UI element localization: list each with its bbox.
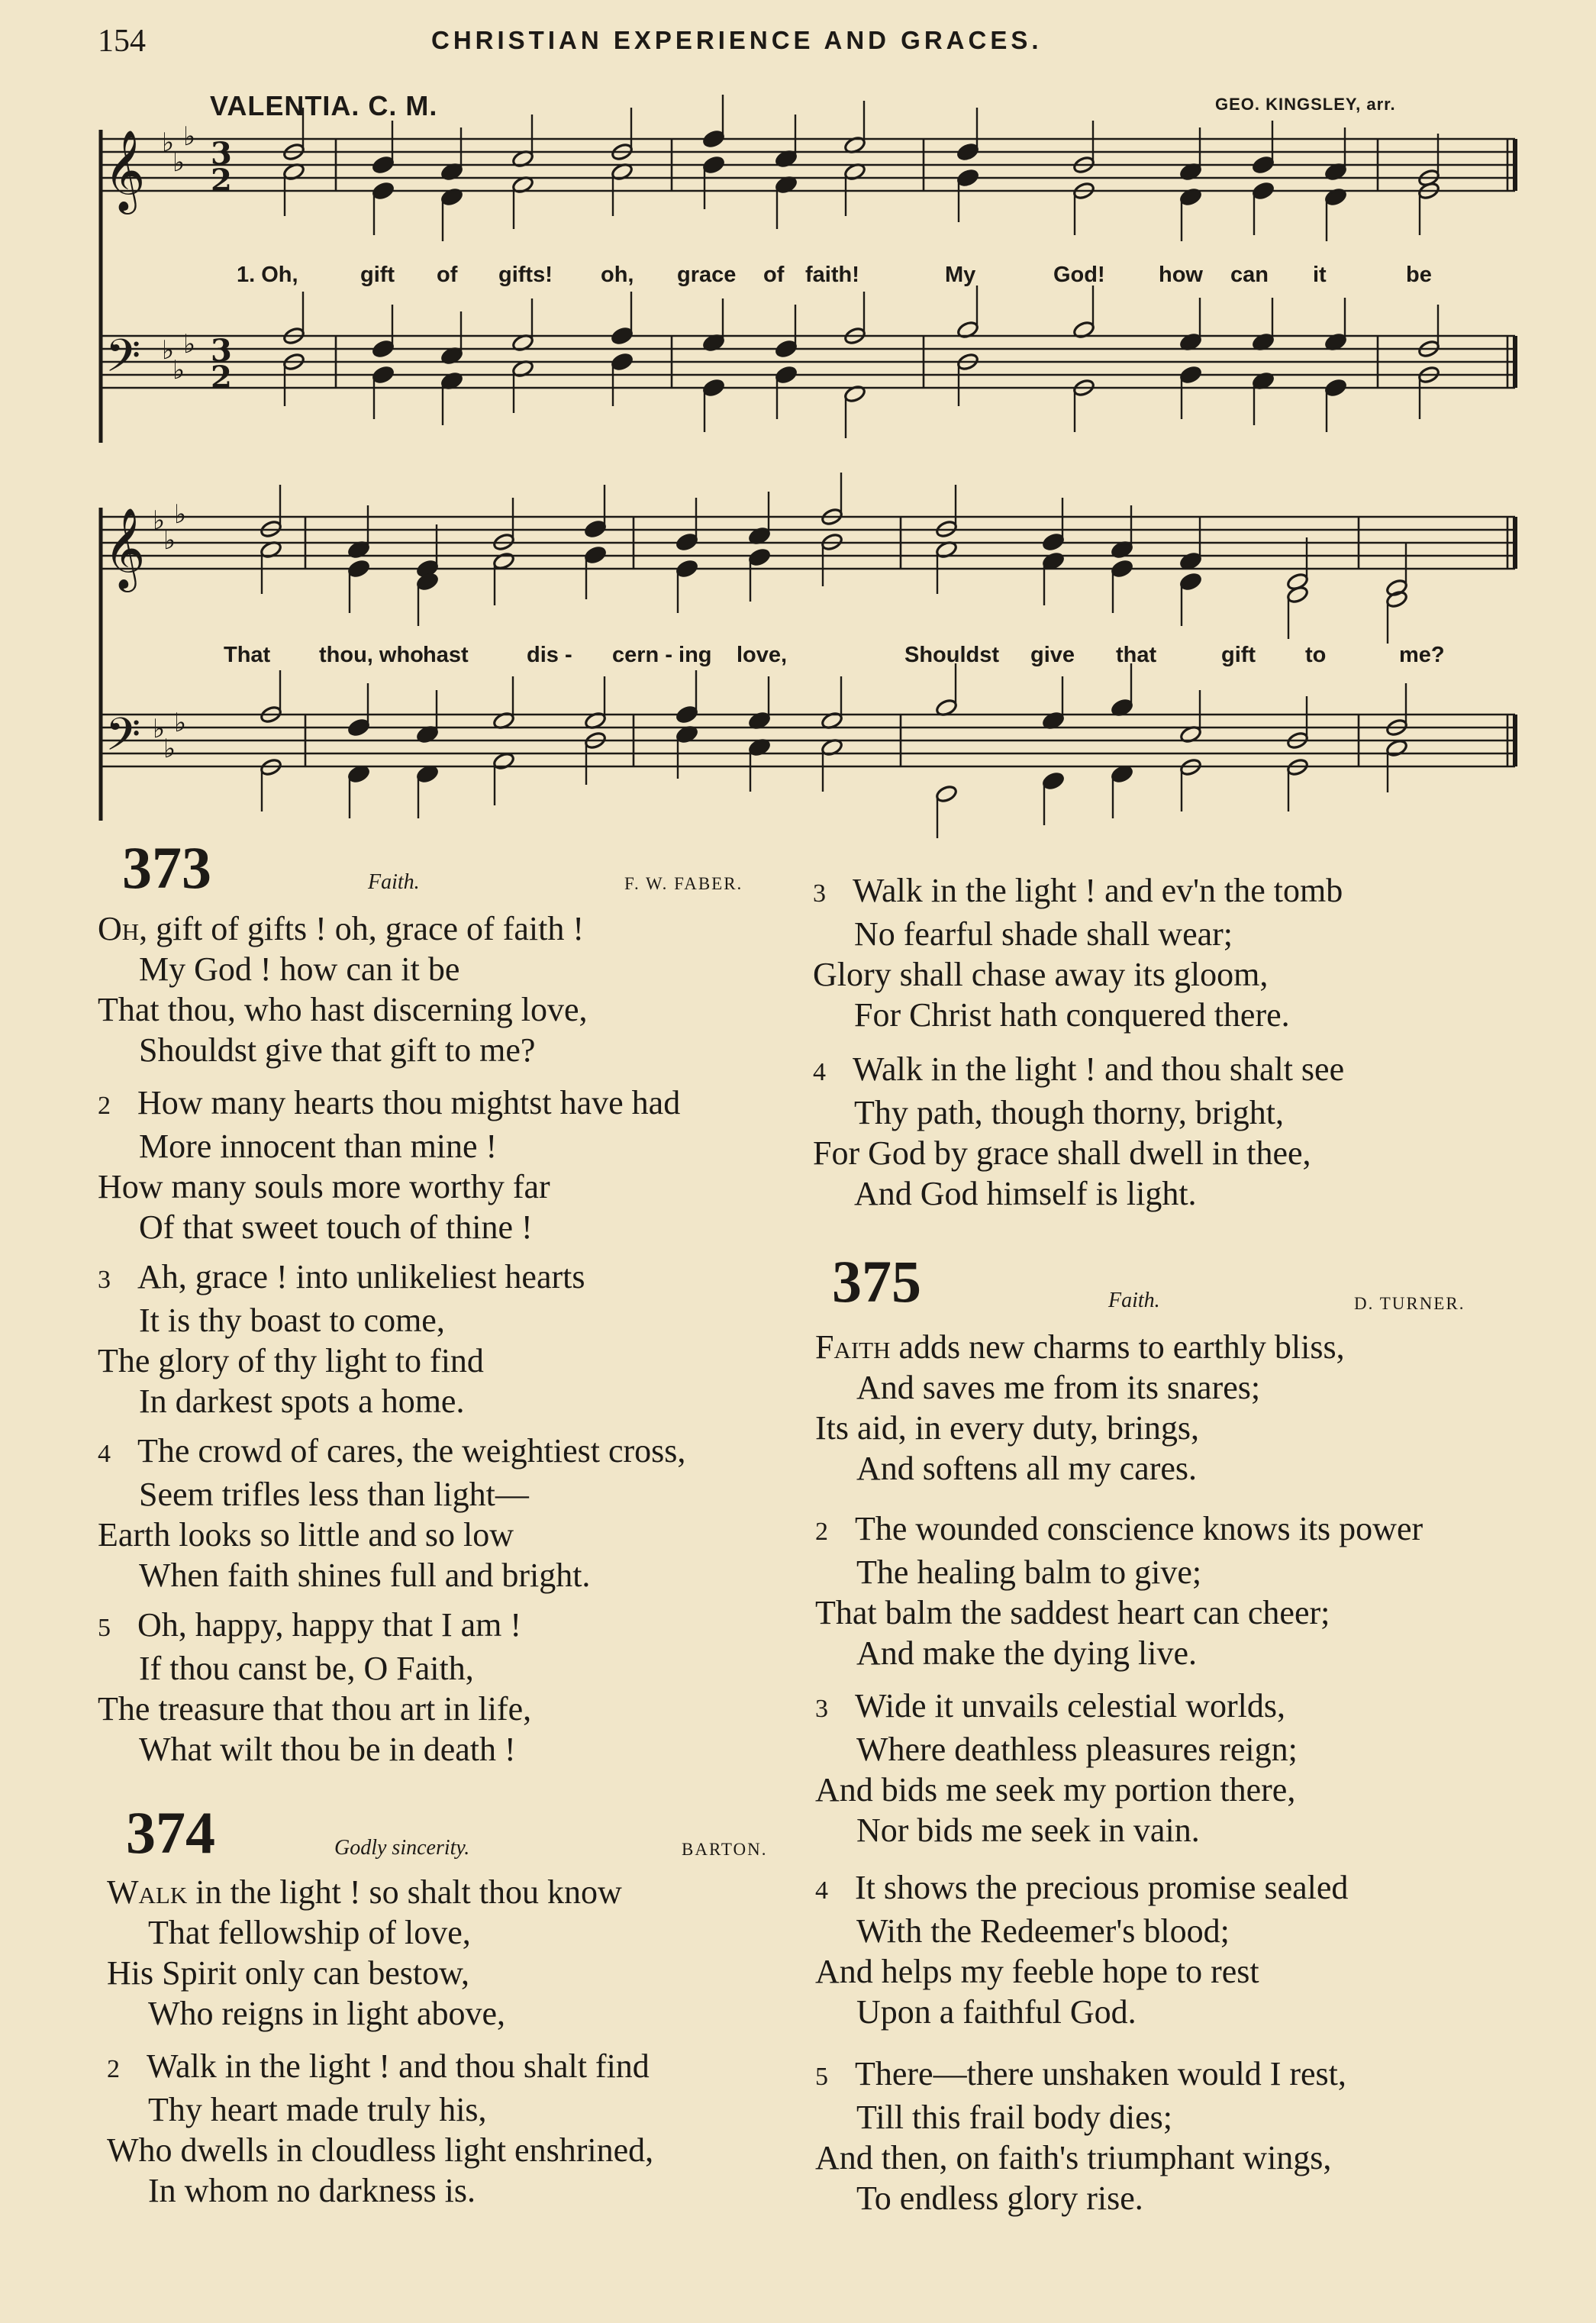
note-head — [748, 547, 771, 566]
hymn-375-stanza-3 — [815, 1686, 1298, 1850]
hymn-374-stanza-4 — [813, 1049, 1344, 1214]
note-head — [347, 559, 370, 578]
hymn-373-title: Faith. — [368, 870, 420, 894]
hymn-374-author: BARTON. — [682, 1840, 768, 1859]
bass-clef: 𝄢 — [105, 708, 141, 772]
line: If thou canst be, O Faith, — [139, 1650, 474, 1687]
note-head — [702, 378, 725, 397]
hymn-374-title: Godly sincerity. — [334, 1836, 470, 1860]
hymn-373-stanza-1 — [98, 908, 588, 1070]
line: To endless glory rise. — [856, 2179, 1143, 2217]
line: That balm the saddest heart can cheer; — [815, 1594, 1330, 1631]
hymn-375-stanza-5 — [815, 2054, 1346, 2218]
line: In darkest spots a home. — [139, 1383, 465, 1420]
lyric-syllable: cern - ing — [612, 643, 712, 667]
line: Till this frail body dies; — [856, 2099, 1172, 2136]
flat-icon: ♭ — [163, 734, 176, 764]
time-signature: 2 — [211, 360, 232, 395]
line: Glory shall chase away its gloom, — [813, 956, 1269, 993]
verse-number: 3 — [98, 1266, 111, 1294]
line: How many hearts thou mightst have had — [137, 1084, 681, 1121]
line: Walk in the light ! and thou shalt find — [147, 2047, 650, 2085]
hymn-373-stanza-4 — [98, 1431, 685, 1595]
line: Of that sweet touch of thine ! — [139, 1208, 533, 1246]
line: His Spirit only can bestow, — [107, 1954, 469, 1992]
hymn-375-title: Faith. — [1108, 1289, 1160, 1312]
lyric-syllable: My — [945, 263, 976, 287]
hymn-373-author: F. W. FABER. — [624, 874, 743, 893]
line: The crowd of cares, the weightiest cross, — [137, 1432, 686, 1470]
flat-icon: ♭ — [153, 714, 166, 744]
line: Who dwells in cloudless light enshrined, — [107, 2131, 654, 2169]
line: The treasure that thou art in life, — [98, 1690, 532, 1728]
flat-icon: ♭ — [162, 335, 175, 366]
lyric-syllable: grace — [677, 263, 737, 287]
flat-icon: ♭ — [183, 121, 196, 152]
line: Shouldst give that gift to me? — [139, 1031, 536, 1069]
line: For Christ hath conquered there. — [854, 996, 1290, 1034]
note-head — [1252, 181, 1275, 200]
line: In whom no darkness is. — [148, 2172, 476, 2209]
note-head — [775, 365, 798, 384]
line: That thou, who hast discerning love, — [98, 991, 588, 1028]
note-head — [702, 155, 725, 174]
note-head — [675, 532, 698, 551]
line: And helps my feeble hope to rest — [815, 1953, 1259, 1990]
treble-clef: 𝄞 — [104, 129, 146, 211]
hymn-374-stanza-2 — [107, 2046, 653, 2211]
note-head — [775, 339, 798, 358]
note-head — [956, 142, 979, 161]
running-title: CHRISTIAN EXPERIENCE AND GRACES. — [431, 26, 1043, 54]
note-head — [372, 365, 395, 384]
lyric-syllable: Shouldst — [904, 643, 1000, 667]
verse-number: 4 — [815, 1876, 828, 1905]
line: Thy heart made truly his, — [148, 2091, 487, 2128]
line: And softens all my cares. — [856, 1450, 1197, 1487]
lyric-syllable: That — [224, 643, 271, 667]
hymn-374-number: 374 — [126, 1799, 215, 1866]
line: My God ! how can it be — [139, 950, 460, 988]
line: And saves me from its snares; — [856, 1369, 1261, 1406]
line: That fellowship of love, — [148, 1914, 471, 1951]
line: Thy path, though thorny, bright, — [854, 1094, 1284, 1131]
line: Where deathless pleasures reign; — [856, 1731, 1298, 1768]
line: No fearful shade shall wear; — [854, 915, 1233, 953]
line: With the Redeemer's blood; — [856, 1912, 1230, 1950]
time-signature: 3 — [211, 136, 232, 172]
lyric-syllable: God! — [1053, 263, 1105, 287]
music-notation — [0, 0, 1596, 840]
lyric-syllable: thou, who — [319, 643, 424, 667]
note-head — [702, 129, 725, 148]
flat-icon: ♭ — [163, 525, 176, 556]
hymn-375-number: 375 — [832, 1248, 921, 1315]
line: And God himself is light. — [854, 1175, 1197, 1212]
line: And make the dying live. — [856, 1634, 1198, 1672]
note-head — [1324, 378, 1347, 397]
flat-icon: ♭ — [174, 499, 187, 530]
hymn-375-author: D. TURNER. — [1354, 1294, 1465, 1313]
line: There—there unshaken would I rest, — [855, 2055, 1346, 2092]
lyric-syllable: that — [1116, 643, 1157, 667]
flat-icon: ♭ — [183, 329, 196, 360]
time-signature: 3 — [211, 333, 232, 369]
note-head — [372, 181, 395, 200]
line: More innocent than mine ! — [139, 1128, 498, 1165]
lyric-syllable: to — [1305, 643, 1327, 667]
lyric-syllable: dis - — [527, 643, 572, 667]
treble-clef: 𝄞 — [104, 507, 146, 589]
line: adds new charms to earthly bliss, — [898, 1328, 1345, 1366]
flat-icon: ♭ — [162, 127, 175, 158]
note-head — [372, 155, 395, 174]
lyric-syllable: faith! — [805, 263, 859, 287]
flat-icon: ♭ — [174, 708, 187, 738]
note-head — [611, 352, 634, 371]
hymn-373-stanza-5 — [98, 1605, 531, 1770]
tune-composer: GEO. KINGSLEY, arr. — [1215, 95, 1396, 114]
lyric-syllable: hast — [423, 643, 469, 667]
line: Nor bids me seek in vain. — [856, 1812, 1200, 1849]
lyric-syllable: can — [1230, 263, 1269, 287]
note-head — [675, 559, 698, 578]
lyric-syllable: of — [763, 263, 785, 287]
note-head — [935, 784, 958, 803]
note-head — [1042, 771, 1065, 790]
verse-number: 3 — [813, 879, 826, 908]
lyric-syllable: of — [437, 263, 458, 287]
note-head — [956, 168, 979, 187]
lyric-syllable: gifts! — [498, 263, 553, 287]
line: And bids me seek my portion there, — [815, 1771, 1296, 1808]
flat-icon: ♭ — [172, 355, 185, 386]
flat-icon: ♭ — [172, 147, 185, 178]
bass-clef: 𝄢 — [105, 329, 141, 393]
verse-number: 4 — [813, 1058, 826, 1086]
verse-number: 2 — [107, 2055, 120, 2083]
line: Walk in the light ! and thou shalt see — [853, 1050, 1345, 1088]
first-word: Oh, — [98, 910, 148, 947]
hymn-373-stanza-3 — [98, 1257, 585, 1421]
hymn-375-stanza-1 — [815, 1327, 1345, 1489]
lyric-syllable: me? — [1399, 643, 1445, 667]
verse-number: 2 — [98, 1092, 111, 1120]
time-signature: 2 — [211, 163, 232, 198]
line: Ah, grace ! into unlikeliest hearts — [137, 1258, 585, 1295]
note-head — [1179, 365, 1202, 384]
note-head — [584, 519, 607, 538]
line: Wide it unvails celestial worlds, — [855, 1687, 1285, 1725]
note-head — [584, 545, 607, 564]
lyric-syllable: how — [1159, 263, 1203, 287]
flat-icon: ♭ — [153, 505, 166, 536]
note-head — [611, 326, 634, 345]
note-head — [347, 718, 370, 737]
hymn-374-stanza-3 — [813, 870, 1343, 1035]
hymn-373-stanza-2 — [98, 1082, 680, 1247]
hymn-373-number: 373 — [122, 834, 211, 901]
verse-number: 2 — [815, 1518, 828, 1546]
lyric-syllable: gift — [1221, 643, 1256, 667]
lyric-syllable: oh, — [601, 263, 634, 287]
note-head — [372, 339, 395, 358]
line: in the light ! so shalt thou know — [195, 1873, 622, 1911]
hymn-375-stanza-4 — [815, 1867, 1348, 2032]
first-word: Faith — [815, 1328, 891, 1366]
line: The healing balm to give; — [856, 1554, 1202, 1591]
line: Its aid, in every duty, brings, — [815, 1409, 1200, 1447]
tune-name: VALENTIA. C. M. — [210, 90, 438, 121]
lyric-syllable: give — [1030, 643, 1075, 667]
line: gift of gifts ! oh, grace of faith ! — [156, 910, 584, 947]
line: Earth looks so little and so low — [98, 1516, 514, 1554]
line: It shows the precious promise sealed — [855, 1869, 1349, 1906]
hymn-374-stanza-1 — [107, 1872, 622, 2034]
note-head — [675, 705, 698, 724]
first-word: Walk — [107, 1873, 188, 1911]
line: The glory of thy light to find — [98, 1342, 484, 1379]
note-head — [1252, 155, 1275, 174]
lyric-syllable: gift — [360, 263, 395, 287]
verse-number: 3 — [815, 1695, 828, 1723]
line: Oh, happy, happy that I am ! — [137, 1606, 522, 1644]
line: Upon a faithful God. — [856, 1993, 1137, 2031]
page-number: 154 — [98, 24, 146, 59]
lyric-syllable: love, — [737, 643, 788, 667]
line: Who reigns in light above, — [148, 1995, 506, 2032]
verse-number: 4 — [98, 1440, 111, 1468]
verse-number: 5 — [815, 2063, 828, 2091]
line: It is thy boast to come, — [139, 1302, 445, 1339]
lyric-syllable: 1. Oh, — [237, 263, 298, 287]
note-head — [1042, 532, 1065, 551]
line: How many souls more worthy far — [98, 1168, 550, 1205]
note-head — [1111, 559, 1133, 578]
hymn-375-stanza-2 — [815, 1508, 1423, 1673]
line: What wilt thou be in death ! — [139, 1731, 516, 1768]
line: And then, on faith's triumphant wings, — [815, 2139, 1332, 2176]
line: The wounded conscience knows its power — [855, 1510, 1424, 1547]
line: When faith shines full and bright. — [139, 1557, 591, 1594]
line: Seem trifles less than light— — [139, 1476, 529, 1513]
line: Walk in the light ! and ev'n the tomb — [853, 872, 1343, 909]
lyric-syllable: it — [1313, 263, 1327, 287]
line: For God by grace shall dwell in thee, — [813, 1134, 1311, 1172]
lyric-syllable: be — [1406, 263, 1432, 287]
note-head — [1179, 572, 1202, 591]
verse-number: 5 — [98, 1614, 111, 1642]
